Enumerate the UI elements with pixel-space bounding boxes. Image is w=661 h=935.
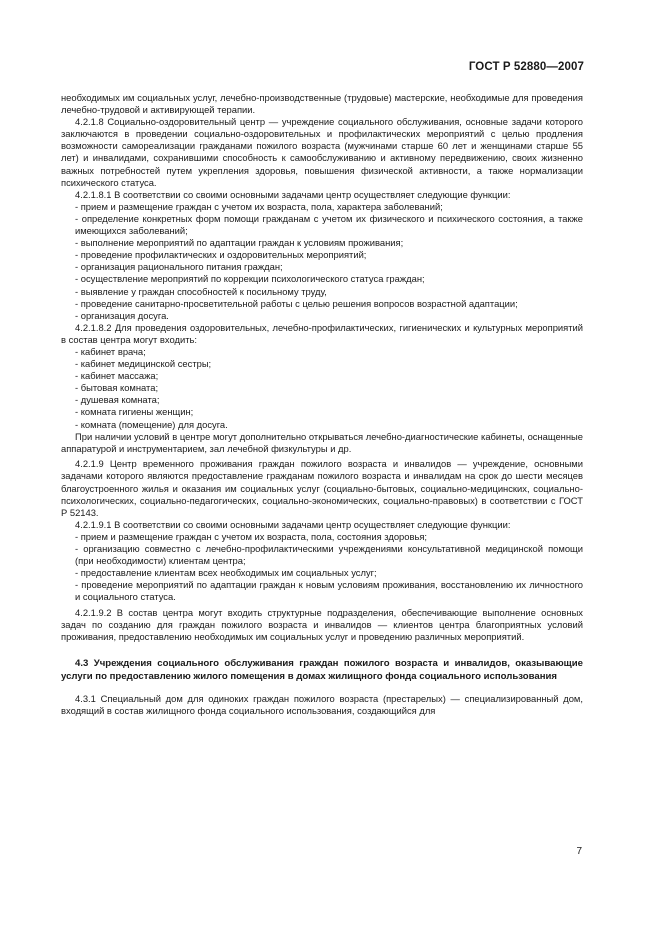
list-item: - организацию совместно с лечебно-профилактическими учреждениями консультативной медицинской помощи (при необходимости) клиентам центра; [75, 542, 583, 567]
list-item: - душевая комната; [75, 394, 160, 406]
list-item: - проведение профилактических и оздоровительных мероприятий; [75, 249, 367, 261]
list-item: - выполнение мероприятий по адаптации граждан к условиям проживания; [75, 237, 404, 249]
clause-4-3-1: 4.3.1 Специальный дом для одиноких граждан пожилого возраста (престарелых) — специализированный дом, входящий в состав жилищного фонда социального использования, создающийся для [61, 692, 583, 716]
clause-4-2-1-9-1: 4.2.1.9.1 В соответствии со своими основными задачами центр осуществляет следующие функции: [75, 518, 511, 530]
clause-4-2-1-8-2: 4.2.1.8.2 Для проведения оздоровительных, лечебно-профилактических, гигиенических и культурных мероприятий в состав центра могут входить: [61, 321, 583, 345]
list-item: - проведение санитарно-просветительной работы с целью решения вопросов возрастной адаптации; [75, 297, 518, 309]
list-item: - прием и размещение граждан с учетом их возраста, пола, характера заболеваний; [75, 200, 443, 212]
list-item: - осуществление мероприятий по коррекции психологического статуса граждан; [75, 273, 425, 285]
list-item: - кабинет медицинской сестры; [75, 358, 212, 370]
list-item: - кабинет врача; [75, 345, 146, 357]
list-item: - организация рационального питания граждан; [75, 261, 283, 273]
list-item: - кабинет массажа; [75, 370, 159, 382]
list-item: - прием и размещение граждан с учетом их возраста, пола, состояния здоровья; [75, 530, 428, 542]
standard-number: ГОСТ Р 52880—2007 [468, 61, 584, 73]
list-item: - комната (помещение) для досуга. [75, 418, 228, 430]
list-item: - бытовая комната; [75, 382, 159, 394]
paragraph: необходимых им социальных услуг, лечебно-производственные (трудовые) мастерские, необходимые для проведения лечебно-трудовой и активирующей терапии. [61, 92, 583, 116]
page-number: 7 [576, 846, 582, 857]
clause-4-2-1-9: 4.2.1.9 Центр временного проживания граждан пожилого возраста и инвалидов — учреждение, основными задачами которого являются предоставление гражданам пожилого возраста и инвалидам на срок до шести месяцев благоустроенного жилья и оказания им социальных услуг (социально-бытовых, социально-медицинских, социально-психологических, социально-педагогических, социально-экономических, социально-правовых) в соответствии с ГОСТ Р 52143. [61, 458, 583, 518]
list-item: - определение конкретных форм помощи гражданам с учетом их физического и психического состояния, а также имеющихся заболеваний; [75, 212, 583, 237]
list-item: - проведение мероприятий по адаптации граждан к новым условиям проживания, восстановлению их личностного и социального статуса. [75, 579, 583, 603]
paragraph: При наличии условий в центре могут дополнительно открываться лечебно-диагностические кабинеты, оснащенные аппаратурой и инструментарием, зал лечебной физкультуры и др. [61, 430, 583, 454]
document-body [61, 92, 583, 717]
list-item: - предоставление клиентам всех необходимых им социальных услуг; [75, 567, 377, 579]
list-item: - организация досуга. [75, 309, 169, 321]
clause-4-2-1-9-2: 4.2.1.9.2 В состав центра могут входить структурные подразделения, обеспечивающие выполнение основных задач по созданию для граждан пожилого возраста и инвалидов — клиентов центра благоприятных условий проживания, предоставлению необходимых им социальных услуг и проведению различных мероприятий. [61, 606, 583, 643]
list-item: - выявление у граждан способностей к посильному труду, [75, 285, 327, 297]
section-heading: 4.3 Учреждения социального обслуживания граждан пожилого возраста и инвалидов, оказывающие услуги по предоставлению жилого помещения в домах жилищного фонда социального использования [61, 658, 583, 682]
clause-4-2-1-8-1: 4.2.1.8.1 В соответствии со своими основными задачами центр осуществляет следующие функции: [75, 188, 511, 200]
clause-4-2-1-8: 4.2.1.8 Социально-оздоровительный центр — учреждение социального обслуживания, основные задачи которого заключаются в проведении социально-оздоровительных и профилактических мероприятий с целью продления возможности самореализации гражданами пожилого возраста (мужчинами старше 60 лет и женщинами старше 55 лет) и инвалидами, сохранившими способность к самообслуживанию и активному передвижению, своих жизненно важных потребностей путем укрепления здоровья, повышения физической активности, а также нормализации психического статуса. [61, 116, 583, 188]
list-item: - комната гигиены женщин; [75, 406, 194, 418]
